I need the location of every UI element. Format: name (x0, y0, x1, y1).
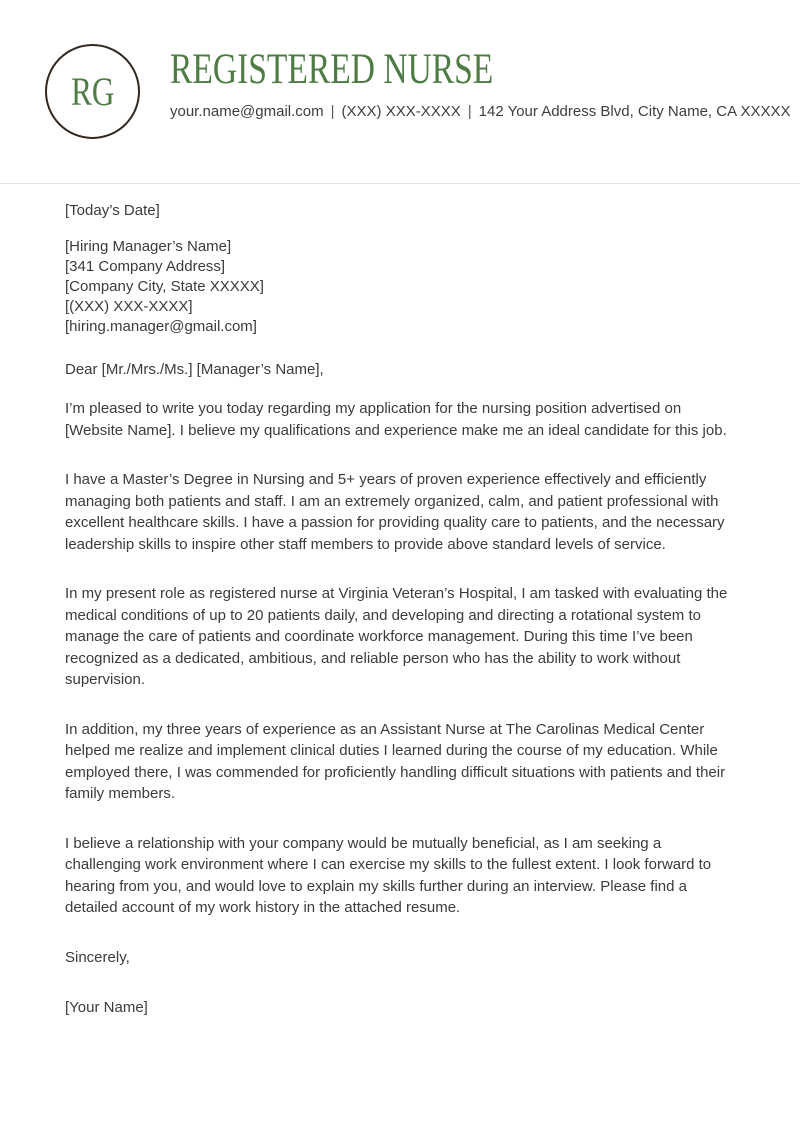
body-paragraph: I believe a relationship with your company would be mutually beneficial, as I am seeking a challenging work environment where I can exercise my skills to the fullest extent. I look forward to hearing from you, and would love to explain my skills further during an interview. Please find a detailed account of my work history in the attached resume. (65, 834, 712, 916)
recipient-line: [341 Company Address] (65, 257, 226, 275)
pipe-separator: | (330, 103, 335, 120)
page-title: REGISTERED NURSE (170, 46, 494, 93)
body-paragraph: In my present role as registered nurse at Virginia Veteran’s Hospital, I am tasked with evaluating the medical conditions of up to 20 patients daily, and developing and directing a rotational system to manage the care of patients and coordinate workforce management. During this time I’ve been recognized as a dedicated, ambitious, and reliable person who has the ability to work without supervision. (65, 585, 728, 688)
signature-name: [Your Name] (65, 999, 148, 1016)
body-paragraph: I have a Master’s Degree in Nursing and 5+ years of proven experience effectively and efficiently managing both patients and staff. I am an extremely organized, calm, and patient professional with excellent healthcare skills. I have a passion for providing quality care to patients, and the necessary leadership skills to inspire other staff members to provide above standard levels of service. (65, 471, 725, 553)
closing: Sincerely, (65, 948, 130, 966)
monogram-initials: RG (70, 68, 115, 114)
contact-email: your.name@gmail.com (170, 103, 324, 120)
contact-phone: (XXX) XXX-XXXX (341, 103, 461, 120)
recipient-block (65, 237, 735, 337)
recipient-line: [Hiring Manager’s Name] (65, 237, 232, 255)
pipe-separator: | (467, 103, 472, 120)
contact-line (170, 103, 790, 120)
salutation: Dear [Mr./Mrs./Ms.] [Manager’s Name], (65, 360, 324, 378)
monogram-logo (45, 44, 140, 139)
date-line: [Today’s Date] (65, 202, 160, 219)
letter-header (0, 0, 800, 183)
recipient-line: [Company City, State XXXXX] (65, 277, 264, 295)
recipient-line: [(XXX) XXX-XXXX] (65, 297, 193, 315)
recipient-line: [hiring.manager@gmail.com] (65, 317, 257, 335)
letter-body (0, 184, 800, 1059)
header-text-block (170, 48, 790, 120)
body-paragraph: I’m pleased to write you today regarding my application for the nursing position advertised on [Website Name]. I believe my qualifications and experience make me an ideal candidate for this job. (65, 400, 727, 439)
body-paragraph: In addition, my three years of experience as an Assistant Nurse at The Carolinas Medical Center helped me realize and implement clinical duties I learned during the course of my education. While employed there, I was commended for proficiently handling difficult situations with patients and their family members. (65, 720, 726, 802)
contact-address: 142 Your Address Blvd, City Name, CA XXXXX (478, 103, 791, 120)
